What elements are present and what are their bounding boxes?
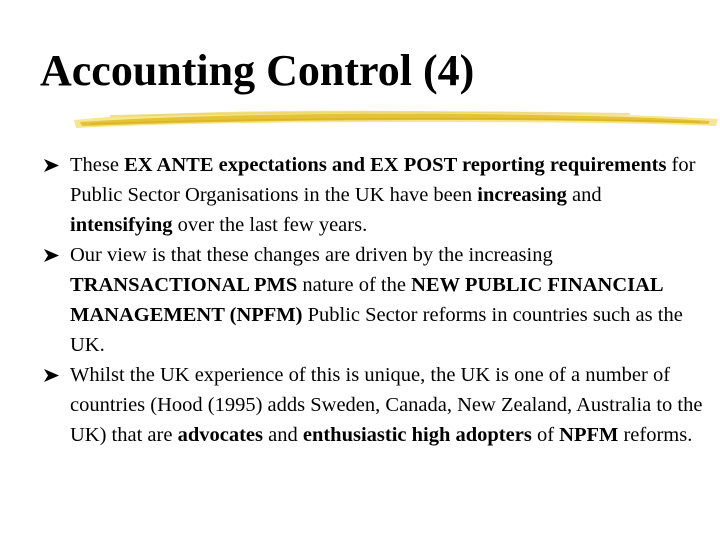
text-segment: reforms. (618, 424, 693, 446)
bullet-text (70, 364, 702, 446)
bullet-list (44, 150, 704, 450)
bullet-text (70, 244, 683, 356)
bullet-item-3 (44, 360, 704, 450)
text-segment: and (262, 424, 303, 446)
bold-text-segment: NPFM (559, 424, 619, 446)
bold-text-segment: increasing (477, 184, 567, 206)
arrow-bullet-icon (44, 159, 59, 172)
text-segment: over the last few years. (172, 214, 368, 236)
bold-text-segment: TRANSACTIONAL PMS (70, 274, 298, 296)
bold-text-segment: EX ANTE expectations and EX POST reporting requirements (124, 154, 667, 176)
title-underline-brush (70, 100, 720, 134)
text-segment: and (566, 184, 602, 206)
text-segment: Our view is that these changes are driven by the increasing (70, 244, 553, 266)
text-segment: for Public Sector Organisations in the UK have been (70, 154, 696, 206)
bullet-text (70, 154, 695, 236)
bullet-item-1 (44, 150, 704, 240)
bold-text-segment: enthusiastic high adopters (302, 424, 532, 446)
slide-title: Accounting Control (4) (40, 46, 475, 95)
bullet-item-2 (44, 240, 704, 360)
bold-text-segment: advocates (177, 424, 263, 446)
text-segment: These (70, 154, 125, 176)
arrow-bullet-icon (44, 249, 59, 262)
bold-text-segment: NEW PUBLIC FINANCIAL MANAGEMENT (NPFM) (70, 274, 663, 326)
bold-text-segment: intensifying (70, 214, 173, 236)
arrow-bullet-icon (44, 369, 59, 382)
text-segment: of (531, 424, 560, 446)
text-segment: Public Sector reforms in countries such as the UK. (70, 304, 683, 356)
text-segment: Whilst the UK experience of this is unique, the UK is one of a number of countries (Hood (1995) adds Sweden, Canada, New Zealand, Australia to the UK) that are (70, 364, 703, 446)
text-segment: nature of the (297, 274, 412, 296)
